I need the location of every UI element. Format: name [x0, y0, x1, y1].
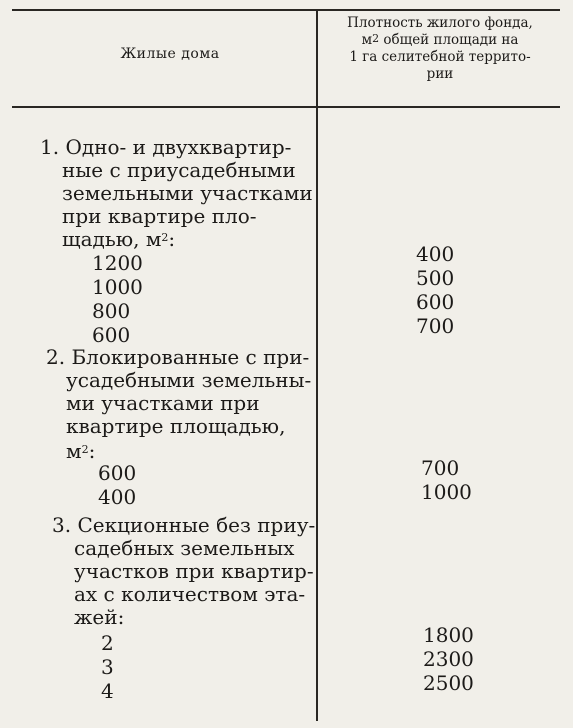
density-value: 1800	[423, 623, 474, 647]
header-bottom-rule	[12, 106, 560, 108]
group-3-title-line: жей:	[74, 605, 125, 629]
column-header-density	[320, 15, 560, 83]
density-value: 600	[416, 290, 455, 314]
group-2-title-line: $м^2$:	[66, 439, 96, 463]
area-value: 600	[92, 323, 131, 347]
group-3-title-line: участков при квартир-	[74, 559, 314, 583]
group-1-title-line: ные с приусадебными	[62, 158, 296, 182]
area-value: 1200	[92, 251, 143, 275]
density-value: 500	[416, 266, 455, 290]
group-1-title-line: земельными участками	[62, 181, 313, 205]
density-header-line: 1 га селитебной террито-	[349, 49, 531, 65]
density-value: 400	[416, 242, 455, 266]
floors-value: 2	[101, 631, 114, 655]
density-value: 700	[416, 314, 455, 338]
group-1-title-line: щадью, $м^2$:	[62, 227, 176, 251]
area-value: 1000	[92, 275, 143, 299]
floors-value: 4	[101, 679, 114, 703]
density-value: 2300	[423, 647, 474, 671]
density-value: 2500	[423, 671, 474, 695]
group-2-title-line: ми участками при	[66, 391, 260, 415]
area-value: 600	[98, 461, 137, 485]
group-2-title-line: квартире площадью,	[66, 414, 286, 438]
area-value: 400	[98, 485, 137, 509]
density-value: 1000	[421, 480, 472, 504]
group-1-title-line: при квартире пло-	[62, 204, 257, 228]
density-header-line: Плотность жилого фонда,	[347, 15, 533, 31]
group-3-title-line: садебных земельных	[74, 536, 295, 560]
area-value: 800	[92, 299, 131, 323]
table-top-rule	[12, 9, 560, 11]
group-2-title-line: 2. Блокированные с при-	[46, 345, 310, 369]
density-header-line: рии	[426, 66, 454, 82]
density-value: 700	[421, 456, 460, 480]
group-3-title-line: 3. Секционные без приу-	[52, 513, 316, 537]
group-3-title-line: ах с количеством эта-	[74, 582, 306, 606]
column-divider	[316, 9, 318, 721]
group-2-title-line: усадебными земельны-	[66, 368, 312, 392]
density-header-line: $м^2$ общей площади на	[361, 32, 519, 48]
column-header-housing: Жилые дома	[120, 46, 220, 62]
floors-value: 3	[101, 655, 114, 679]
group-1-title-line: 1. Одно- и двухквартир-	[40, 135, 292, 159]
